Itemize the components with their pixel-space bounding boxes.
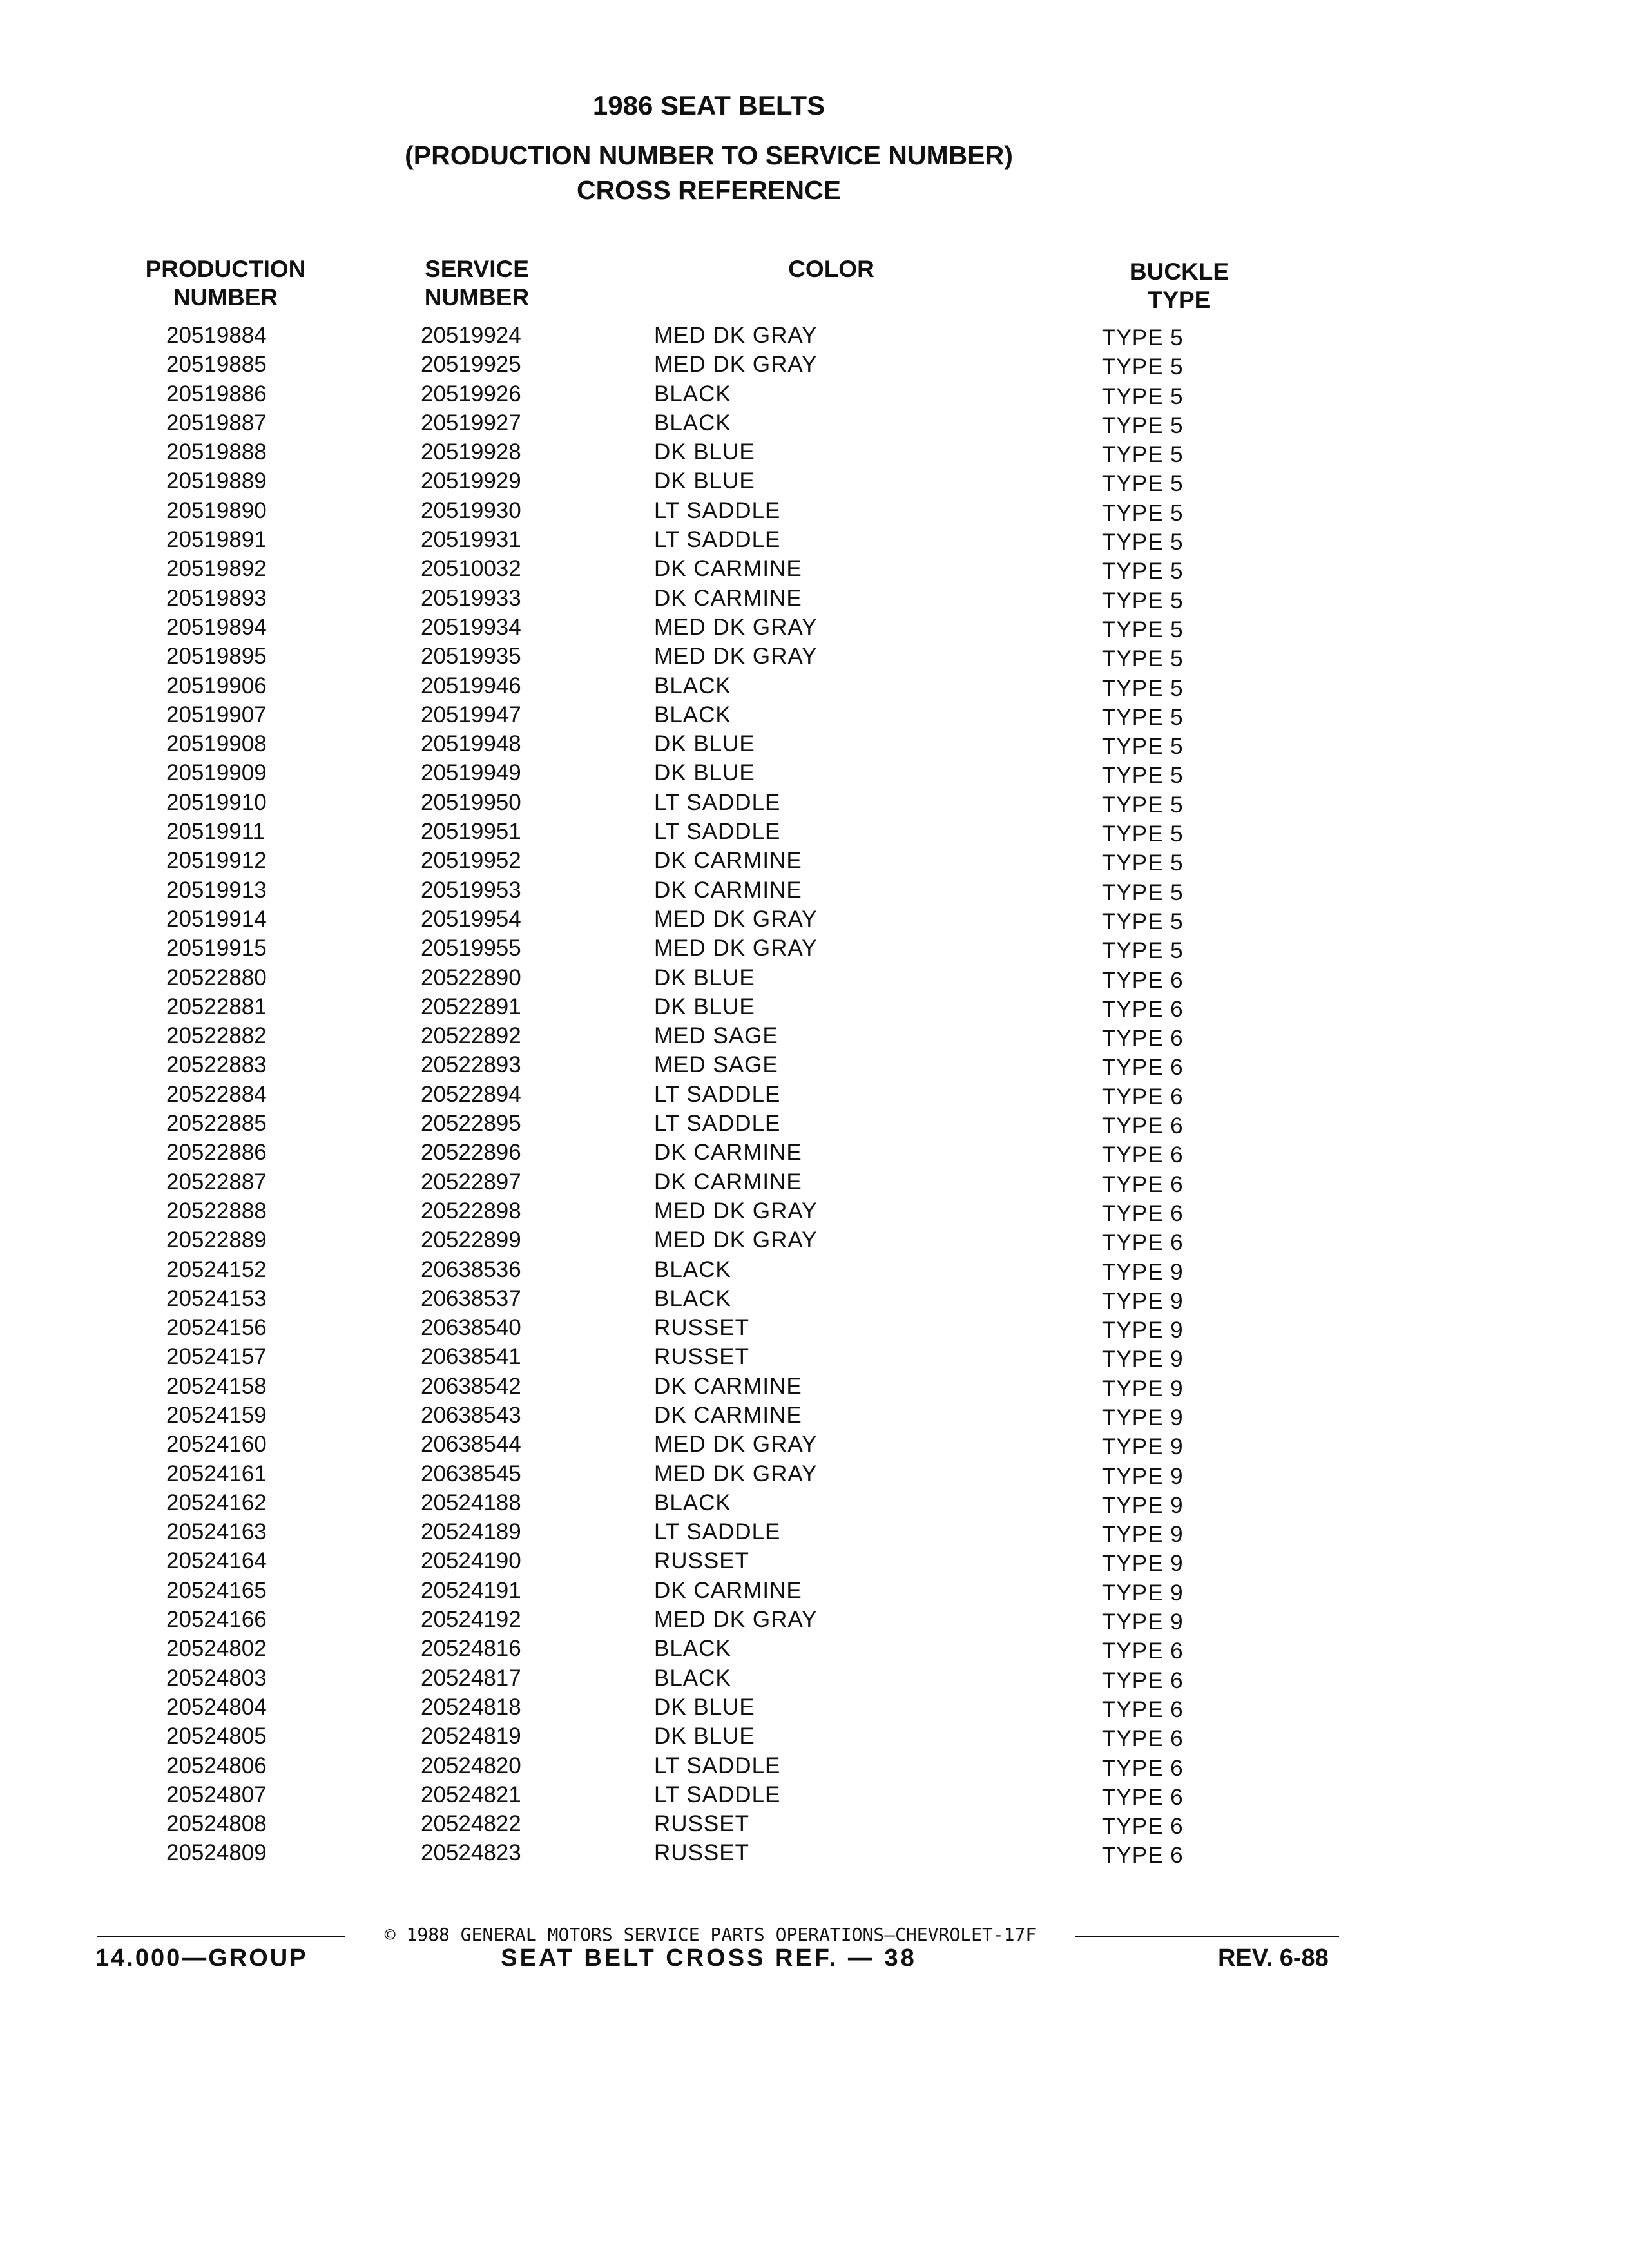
- table-row: [0, 554, 1629, 583]
- color-cell: DK CARMINE: [654, 1169, 802, 1195]
- color-cell: DK CARMINE: [654, 585, 802, 611]
- table-row: [0, 1605, 1629, 1634]
- buckle-type-cell: TYPE 5: [1102, 646, 1184, 672]
- buckle-type-cell: TYPE 5: [1102, 442, 1184, 468]
- service-number-cell: 20524816: [421, 1636, 521, 1662]
- production-number-cell: 20524807: [166, 1782, 267, 1807]
- buckle-type-cell: TYPE 5: [1102, 792, 1184, 818]
- color-cell: LT SADDLE: [654, 1753, 781, 1778]
- production-number-cell: 20524803: [166, 1665, 267, 1691]
- buckle-type-cell: TYPE 5: [1102, 938, 1184, 964]
- color-cell: DK BLUE: [654, 1724, 755, 1749]
- color-cell: BLACK: [654, 1256, 731, 1282]
- color-cell: RUSSET: [654, 1811, 749, 1837]
- service-number-cell: 20524822: [421, 1811, 521, 1837]
- footer-rule-left: [97, 1936, 345, 1937]
- color-cell: LT SADDLE: [654, 1111, 781, 1137]
- production-number-cell: 20519895: [166, 644, 267, 669]
- table-row: [0, 963, 1629, 992]
- service-number-cell: 20524189: [421, 1519, 521, 1545]
- column-header-production-line1: PRODUCTION: [145, 256, 306, 282]
- buckle-type-cell: TYPE 9: [1102, 1522, 1184, 1548]
- buckle-type-cell: TYPE 6: [1102, 996, 1184, 1022]
- table-row: [0, 1459, 1629, 1488]
- color-cell: MED DK GRAY: [654, 644, 818, 669]
- table-row: [0, 846, 1629, 875]
- table-row: [0, 380, 1629, 408]
- color-cell: DK BLUE: [654, 760, 755, 786]
- buckle-type-cell: TYPE 9: [1102, 1492, 1184, 1518]
- table-row: [0, 1576, 1629, 1605]
- buckle-type-cell: TYPE 6: [1102, 1026, 1184, 1052]
- production-number-cell: 20519884: [166, 323, 267, 348]
- service-number-cell: 20519946: [421, 673, 521, 698]
- production-number-cell: 20524156: [166, 1315, 267, 1341]
- service-number-cell: 20522892: [421, 1023, 521, 1049]
- table-row: [0, 1313, 1629, 1342]
- buckle-type-cell: TYPE 6: [1102, 1726, 1184, 1752]
- buckle-type-cell: TYPE 6: [1102, 1113, 1184, 1139]
- color-cell: DK CARMINE: [654, 877, 802, 903]
- service-number-cell: 20519926: [421, 381, 521, 407]
- table-row: [0, 1284, 1629, 1313]
- color-cell: LT SADDLE: [654, 789, 781, 815]
- table-row: [0, 876, 1629, 905]
- buckle-type-cell: TYPE 9: [1102, 1551, 1184, 1577]
- production-number-cell: 20524158: [166, 1373, 267, 1399]
- service-number-cell: 20519934: [421, 614, 521, 640]
- color-cell: LT SADDLE: [654, 1782, 781, 1807]
- color-cell: LT SADDLE: [654, 527, 781, 553]
- production-number-cell: 20519887: [166, 410, 267, 436]
- column-header-production-line2: NUMBER: [173, 284, 278, 311]
- page-subtitle: (PRODUCTION NUMBER TO SERVICE NUMBER): [405, 140, 1013, 170]
- production-number-cell: 20524153: [166, 1285, 267, 1311]
- service-number-cell: 20519949: [421, 760, 521, 786]
- buckle-type-cell: TYPE 9: [1102, 1463, 1184, 1489]
- buckle-type-cell: TYPE 5: [1102, 500, 1184, 526]
- table-row: [0, 1838, 1629, 1867]
- service-number-cell: 20524818: [421, 1694, 521, 1720]
- table-row: [0, 1809, 1629, 1838]
- column-header-production-number: [129, 255, 322, 312]
- color-cell: BLACK: [654, 1665, 731, 1691]
- service-number-cell: 20522897: [421, 1169, 521, 1195]
- table-row: [0, 788, 1629, 817]
- table-row: [0, 1693, 1629, 1722]
- color-cell: BLACK: [654, 1636, 731, 1662]
- production-number-cell: 20519910: [166, 789, 267, 815]
- color-cell: RUSSET: [654, 1548, 749, 1574]
- color-cell: DK BLUE: [654, 731, 755, 757]
- color-cell: BLACK: [654, 702, 731, 727]
- production-number-cell: 20519913: [166, 877, 267, 903]
- buckle-type-cell: TYPE 5: [1102, 354, 1184, 380]
- column-header-service-line1: SERVICE: [425, 256, 529, 282]
- service-number-cell: 20519927: [421, 410, 521, 436]
- production-number-cell: 20519891: [166, 527, 267, 553]
- table-row: [0, 584, 1629, 613]
- color-cell: LT SADDLE: [654, 819, 781, 845]
- color-cell: DK CARMINE: [654, 1373, 802, 1399]
- production-number-cell: 20519915: [166, 936, 267, 961]
- service-number-cell: 20524817: [421, 1665, 521, 1691]
- color-cell: DK BLUE: [654, 1694, 755, 1720]
- color-cell: MED DK GRAY: [654, 1432, 818, 1457]
- buckle-type-cell: TYPE 6: [1102, 1055, 1184, 1081]
- buckle-type-cell: TYPE 5: [1102, 325, 1184, 351]
- production-number-cell: 20524805: [166, 1724, 267, 1749]
- table-row: [0, 1168, 1629, 1196]
- table-row: [0, 905, 1629, 934]
- footer-rule-right: [1075, 1936, 1339, 1937]
- cross-reference-table: [0, 321, 1629, 1868]
- production-number-cell: 20522884: [166, 1081, 267, 1107]
- service-number-cell: 20522893: [421, 1052, 521, 1078]
- table-row: [0, 408, 1629, 437]
- table-row: [0, 1050, 1629, 1079]
- production-number-cell: 20522883: [166, 1052, 267, 1078]
- service-number-cell: 20524188: [421, 1490, 521, 1515]
- color-cell: MED DK GRAY: [654, 1607, 818, 1633]
- buckle-type-cell: TYPE 5: [1102, 763, 1184, 789]
- service-number-cell: 20522890: [421, 965, 521, 990]
- production-number-cell: 20524161: [166, 1461, 267, 1486]
- buckle-type-cell: TYPE 5: [1102, 850, 1184, 876]
- service-number-cell: 20638541: [421, 1344, 521, 1370]
- production-number-cell: 20522886: [166, 1140, 267, 1166]
- production-number-cell: 20522889: [166, 1227, 267, 1253]
- service-number-cell: 20638537: [421, 1285, 521, 1311]
- page-title: 1986 SEAT BELTS: [592, 90, 825, 120]
- service-number-cell: 20510032: [421, 556, 521, 582]
- buckle-type-cell: TYPE 6: [1102, 967, 1184, 993]
- color-cell: DK CARMINE: [654, 556, 802, 582]
- production-number-cell: 20519890: [166, 497, 267, 523]
- production-number-cell: 20522888: [166, 1198, 267, 1224]
- table-row: [0, 1780, 1629, 1809]
- service-number-cell: 20638544: [421, 1432, 521, 1457]
- production-number-cell: 20519894: [166, 614, 267, 640]
- footer-copyright: © 1988 GENERAL MOTORS SERVICE PARTS OPERATIONS—CHEVROLET-17F: [384, 1924, 1037, 1945]
- table-row: [0, 1196, 1629, 1225]
- footer-revision: REV. 6-88: [1218, 1945, 1329, 1972]
- table-row: [0, 496, 1629, 525]
- service-number-cell: 20522898: [421, 1198, 521, 1224]
- column-header-color-label: COLOR: [788, 256, 874, 282]
- service-number-cell: 20522894: [421, 1081, 521, 1107]
- buckle-type-cell: TYPE 9: [1102, 1318, 1184, 1343]
- color-cell: RUSSET: [654, 1344, 749, 1370]
- production-number-cell: 20519911: [166, 819, 265, 845]
- production-number-cell: 20524160: [166, 1432, 267, 1457]
- service-number-cell: 20524191: [421, 1577, 521, 1603]
- table-row: [0, 437, 1629, 466]
- table-row: [0, 817, 1629, 846]
- table-row: [0, 700, 1629, 729]
- production-number-cell: 20519914: [166, 906, 267, 932]
- production-number-cell: 20519885: [166, 352, 267, 378]
- service-number-cell: 20519928: [421, 439, 521, 465]
- buckle-type-cell: TYPE 9: [1102, 1610, 1184, 1635]
- service-number-cell: 20519925: [421, 352, 521, 378]
- production-number-cell: 20524804: [166, 1694, 267, 1720]
- color-cell: DK BLUE: [654, 439, 755, 465]
- service-number-cell: 20638545: [421, 1461, 521, 1486]
- service-number-cell: 20519948: [421, 731, 521, 757]
- buckle-type-cell: TYPE 6: [1102, 1755, 1184, 1781]
- table-row: [0, 992, 1629, 1021]
- buckle-type-cell: TYPE 5: [1102, 704, 1184, 730]
- service-number-cell: 20519924: [421, 323, 521, 348]
- table-row: [0, 1751, 1629, 1780]
- production-number-cell: 20519908: [166, 731, 267, 757]
- buckle-type-cell: TYPE 9: [1102, 1288, 1184, 1314]
- buckle-type-cell: TYPE 6: [1102, 1200, 1184, 1226]
- color-cell: DK CARMINE: [654, 1402, 802, 1428]
- production-number-cell: 20522885: [166, 1111, 267, 1137]
- service-number-cell: 20519950: [421, 789, 521, 815]
- service-number-cell: 20519929: [421, 468, 521, 494]
- buckle-type-cell: TYPE 6: [1102, 1639, 1184, 1664]
- table-row: [0, 321, 1629, 350]
- buckle-type-cell: TYPE 6: [1102, 1843, 1184, 1869]
- color-cell: MED DK GRAY: [654, 1461, 818, 1486]
- buckle-type-cell: TYPE 5: [1102, 675, 1184, 701]
- color-cell: MED DK GRAY: [654, 1227, 818, 1253]
- table-row: [0, 1722, 1629, 1751]
- color-cell: MED DK GRAY: [654, 614, 818, 640]
- buckle-type-cell: TYPE 6: [1102, 1171, 1184, 1197]
- service-number-cell: 20522891: [421, 994, 521, 1019]
- color-cell: DK CARMINE: [654, 848, 802, 874]
- production-number-cell: 20522880: [166, 965, 267, 990]
- buckle-type-cell: TYPE 9: [1102, 1347, 1184, 1372]
- table-row: [0, 1255, 1629, 1284]
- service-number-cell: 20519935: [421, 644, 521, 669]
- color-cell: RUSSET: [654, 1315, 749, 1341]
- production-number-cell: 20524166: [166, 1607, 267, 1633]
- table-row: [0, 1372, 1629, 1401]
- buckle-type-cell: TYPE 5: [1102, 734, 1184, 760]
- color-cell: BLACK: [654, 381, 731, 407]
- column-header-service-line2: NUMBER: [424, 284, 530, 311]
- buckle-type-cell: TYPE 5: [1102, 617, 1184, 642]
- service-number-cell: 20524821: [421, 1782, 521, 1807]
- service-number-cell: 20524190: [421, 1548, 521, 1574]
- production-number-cell: 20519893: [166, 585, 267, 611]
- buckle-type-cell: TYPE 5: [1102, 412, 1184, 438]
- table-row: [0, 1138, 1629, 1167]
- service-number-cell: 20638540: [421, 1315, 521, 1341]
- production-number-cell: 20519888: [166, 439, 267, 465]
- buckle-type-cell: TYPE 9: [1102, 1259, 1184, 1285]
- production-number-cell: 20524164: [166, 1548, 267, 1574]
- buckle-type-cell: TYPE 6: [1102, 1667, 1184, 1693]
- service-number-cell: 20522896: [421, 1140, 521, 1166]
- service-number-cell: 20519954: [421, 906, 521, 932]
- service-number-cell: 20519947: [421, 702, 521, 727]
- page-subtitle-2: CROSS REFERENCE: [576, 175, 842, 205]
- production-number-cell: 20519889: [166, 468, 267, 494]
- production-number-cell: 20524808: [166, 1811, 267, 1837]
- color-cell: MED SAGE: [654, 1023, 778, 1049]
- production-number-cell: 20524157: [166, 1344, 267, 1370]
- color-cell: BLACK: [654, 673, 731, 698]
- color-cell: DK BLUE: [654, 965, 755, 990]
- color-cell: MED DK GRAY: [654, 1198, 818, 1224]
- service-number-cell: 20522899: [421, 1227, 521, 1253]
- table-row: [0, 466, 1629, 495]
- buckle-type-cell: TYPE 5: [1102, 588, 1184, 613]
- table-row: [0, 729, 1629, 758]
- table-row: [0, 1430, 1629, 1459]
- buckle-type-cell: TYPE 5: [1102, 530, 1184, 555]
- buckle-type-cell: TYPE 6: [1102, 1784, 1184, 1810]
- color-cell: LT SADDLE: [654, 1081, 781, 1107]
- service-number-cell: 20522895: [421, 1111, 521, 1137]
- table-row: [0, 1080, 1629, 1109]
- production-number-cell: 20519912: [166, 848, 267, 874]
- production-number-cell: 20524802: [166, 1636, 267, 1662]
- buckle-type-cell: TYPE 6: [1102, 1230, 1184, 1256]
- buckle-type-cell: TYPE 9: [1102, 1376, 1184, 1401]
- production-number-cell: 20519886: [166, 381, 267, 407]
- column-header-buckle-line1: BUCKLE: [1129, 258, 1229, 285]
- buckle-type-cell: TYPE 9: [1102, 1580, 1184, 1606]
- service-number-cell: 20638543: [421, 1402, 521, 1428]
- table-row: [0, 1546, 1629, 1575]
- color-cell: MED DK GRAY: [654, 352, 818, 378]
- column-header-color: [747, 255, 915, 284]
- table-row: [0, 1342, 1629, 1371]
- color-cell: DK BLUE: [654, 994, 755, 1019]
- buckle-type-cell: TYPE 5: [1102, 471, 1184, 497]
- production-number-cell: 20524806: [166, 1753, 267, 1778]
- buckle-type-cell: TYPE 9: [1102, 1405, 1184, 1430]
- production-number-cell: 20522887: [166, 1169, 267, 1195]
- table-row: [0, 1517, 1629, 1546]
- table-row: [0, 1109, 1629, 1138]
- production-number-cell: 20522881: [166, 994, 267, 1019]
- production-number-cell: 20524165: [166, 1577, 267, 1603]
- buckle-type-cell: TYPE 5: [1102, 908, 1184, 934]
- production-number-cell: 20519892: [166, 556, 267, 582]
- table-row: [0, 642, 1629, 671]
- color-cell: BLACK: [654, 1490, 731, 1515]
- color-cell: RUSSET: [654, 1840, 749, 1866]
- color-cell: MED SAGE: [654, 1052, 778, 1078]
- table-row: [0, 1634, 1629, 1663]
- buckle-type-cell: TYPE 6: [1102, 1696, 1184, 1722]
- buckle-type-cell: TYPE 5: [1102, 383, 1184, 409]
- service-number-cell: 20519951: [421, 819, 521, 845]
- color-cell: BLACK: [654, 410, 731, 436]
- table-row: [0, 671, 1629, 700]
- service-number-cell: 20524819: [421, 1724, 521, 1749]
- color-cell: MED DK GRAY: [654, 906, 818, 932]
- color-cell: MED DK GRAY: [654, 323, 818, 348]
- table-row: [0, 350, 1629, 379]
- service-number-cell: 20519952: [421, 848, 521, 874]
- production-number-cell: 20524152: [166, 1256, 267, 1282]
- buckle-type-cell: TYPE 6: [1102, 1814, 1184, 1840]
- table-row: [0, 1225, 1629, 1254]
- service-number-cell: 20638542: [421, 1373, 521, 1399]
- buckle-type-cell: TYPE 5: [1102, 879, 1184, 905]
- table-row: [0, 613, 1629, 642]
- buckle-type-cell: TYPE 5: [1102, 559, 1184, 584]
- service-number-cell: 20524192: [421, 1607, 521, 1633]
- service-number-cell: 20524820: [421, 1753, 521, 1778]
- production-number-cell: 20524809: [166, 1840, 267, 1866]
- table-row: [0, 758, 1629, 787]
- service-number-cell: 20519933: [421, 585, 521, 611]
- production-number-cell: 20524162: [166, 1490, 267, 1515]
- buckle-type-cell: TYPE 6: [1102, 1084, 1184, 1110]
- table-row: [0, 1488, 1629, 1517]
- color-cell: BLACK: [654, 1285, 731, 1311]
- service-number-cell: 20519955: [421, 936, 521, 961]
- production-number-cell: 20519907: [166, 702, 267, 727]
- production-number-cell: 20522882: [166, 1023, 267, 1049]
- column-header-service-number: [387, 255, 567, 312]
- buckle-type-cell: TYPE 6: [1102, 1142, 1184, 1168]
- footer-group: 14.000—GROUP: [95, 1945, 308, 1972]
- production-number-cell: 20524163: [166, 1519, 267, 1545]
- production-number-cell: 20519909: [166, 760, 267, 786]
- service-number-cell: 20524823: [421, 1840, 521, 1866]
- buckle-type-cell: TYPE 9: [1102, 1434, 1184, 1460]
- color-cell: DK CARMINE: [654, 1577, 802, 1603]
- service-number-cell: 20519930: [421, 497, 521, 523]
- production-number-cell: 20524159: [166, 1402, 267, 1428]
- footer-section-page: SEAT BELT CROSS REF. — 38: [501, 1945, 917, 1972]
- column-header-buckle-type: [1095, 258, 1263, 314]
- service-number-cell: 20519931: [421, 527, 521, 553]
- color-cell: LT SADDLE: [654, 497, 781, 523]
- color-cell: DK CARMINE: [654, 1140, 802, 1166]
- service-number-cell: 20519953: [421, 877, 521, 903]
- buckle-type-cell: TYPE 5: [1102, 822, 1184, 847]
- table-row: [0, 525, 1629, 554]
- column-header-buckle-line2: TYPE: [1148, 287, 1211, 313]
- color-cell: LT SADDLE: [654, 1519, 781, 1545]
- service-number-cell: 20638536: [421, 1256, 521, 1282]
- table-row: [0, 1401, 1629, 1430]
- color-cell: MED DK GRAY: [654, 936, 818, 961]
- table-row: [0, 1021, 1629, 1050]
- table-row: [0, 1664, 1629, 1693]
- table-row: [0, 934, 1629, 963]
- production-number-cell: 20519906: [166, 673, 267, 698]
- color-cell: DK BLUE: [654, 468, 755, 494]
